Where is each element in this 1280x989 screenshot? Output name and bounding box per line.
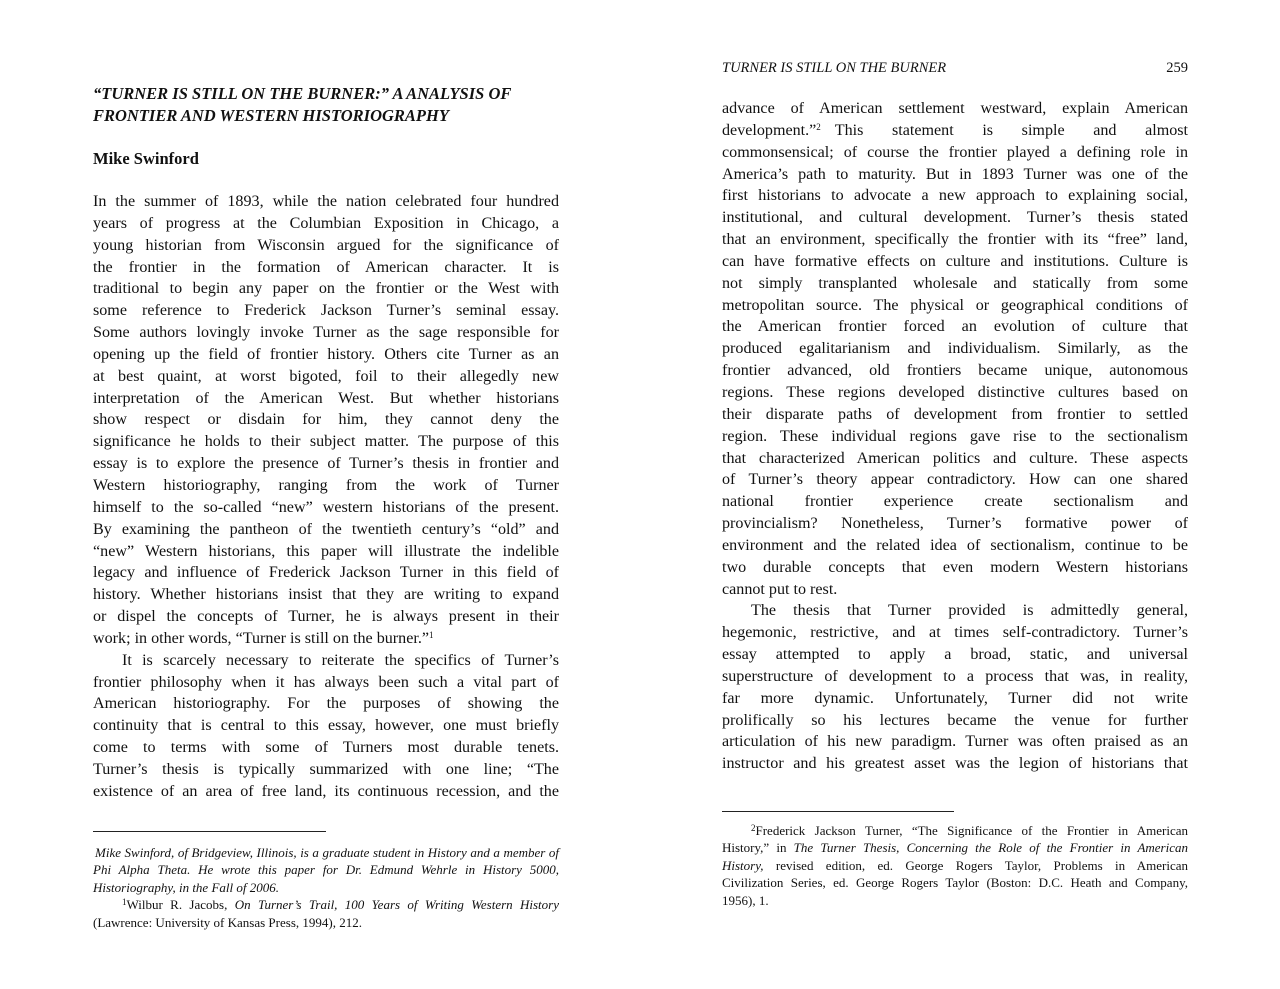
footnote-ref: 1 <box>429 629 434 640</box>
bio-line: Phi Alpha Theta. He wrote this paper for Dr. Edmund Wehrle in History 5000, <box>93 862 559 878</box>
body-line: essay attempted to apply a broad, static, and universal <box>722 646 1188 664</box>
body-line: first historians to advocate a new approach to explaining social, <box>722 187 1188 205</box>
title-line: FRONTIER AND WESTERN HISTORIOGRAPHY <box>93 106 449 125</box>
footnote-mark: 2 <box>751 823 756 833</box>
body-line: continuity that is central to this essay, however, one must briefly <box>93 717 559 735</box>
footnote-line: Civilization Series, ed. George Rogers Taylor (Boston: D.C. Heath and Company, <box>722 875 1188 891</box>
body-line: It is scarcely necessary to reiterate the specifics of Turner’s <box>122 651 559 669</box>
footnote-1 <box>93 896 559 913</box>
footnote-text: Frederick Jackson Turner, “The Significance of the Frontier in American <box>755 823 1188 838</box>
body-line: that an environment, specifically the frontier with its “free” land, <box>722 231 1188 249</box>
author-bio-note <box>93 844 559 896</box>
bio-line: Historiography, in the Fall of 2006. <box>93 879 279 895</box>
body-line: Some authors lovingly invoke Turner as the sage responsible for <box>93 324 559 342</box>
body-line: the frontier in the formation of American character. It is <box>93 258 559 276</box>
footnote-line <box>722 857 1188 874</box>
bio-line: Mike Swinford, of Bridgeview, Illinois, is a graduate student in History and a member of <box>95 845 559 860</box>
body-line: not simply transplanted wholesale and statically from some <box>722 274 1188 292</box>
body-line: significance he holds to their subject matter. The purpose of this <box>93 433 559 451</box>
body-line: himself to the so-called “new” western historians of the present. <box>93 498 559 516</box>
body-line: work; in other words, “Turner is still on the burner.” <box>93 629 429 647</box>
body-line: In the summer of 1893, while the nation celebrated four hundred <box>93 193 559 210</box>
body-line: region. These individual regions gave rise to the sectionalism <box>722 427 1188 445</box>
body-line: America’s path to maturity. But in 1893 Turner was one of the <box>722 165 1188 183</box>
body-line: By examining the pantheon of the twentieth century’s “old” and <box>93 520 559 538</box>
body-line: existence of an area of free land, its continuous recession, and the <box>93 782 559 800</box>
body-line: hegemonic, restrictive, and at times self-contradictory. Turner’s <box>722 624 1188 642</box>
body-line: come to terms with some of Turners most durable tenets. <box>93 739 559 757</box>
footnote-book-title: The Turner Thesis, Concerning the Role of the Frontier in American <box>793 840 1188 856</box>
footnote-line: 1956), 1. <box>722 892 769 908</box>
body-line: metropolitan source. The physical or geographical conditions of <box>722 296 1188 314</box>
right-footnotes <box>722 822 1188 909</box>
footnote-book-title: History, <box>722 857 764 873</box>
body-line: legacy and influence of Frederick Jackson Turner in this field of <box>93 564 559 582</box>
body-line: at best quaint, at worst bigoted, foil to their allegedly new <box>93 367 559 385</box>
footnote-ref: 2 <box>816 121 821 132</box>
body-line: of Turner’s theory appear contradictory. How can one shared <box>722 471 1188 489</box>
running-header <box>722 58 1188 78</box>
title-line: “TURNER IS STILL ON THE BURNER:” A ANALYSIS OF <box>93 84 512 103</box>
body-line: opening up the field of frontier history. Others cite Turner as an <box>93 345 559 363</box>
page-number: 259 <box>1166 60 1188 76</box>
body-line: superstructure of development to a process that was, in reality, <box>722 667 1188 685</box>
footnote-line: (Lawrence: University of Kansas Press, 1994), 212. <box>93 914 362 930</box>
body-line: institutional, and cultural development. Turner’s thesis stated <box>722 209 1188 227</box>
body-line: far more dynamic. Unfortunately, Turner did not write <box>722 689 1188 707</box>
footnote-divider <box>722 811 954 812</box>
left-footnotes <box>93 844 559 931</box>
body-line: prolifically so his lectures became the venue for further <box>722 711 1188 729</box>
article-title <box>93 83 559 127</box>
footnote-book-title: On Turner’s Trail, 100 Years of Writing Western History <box>234 897 559 913</box>
body-line: advance of American settlement westward, explain American <box>722 100 1188 117</box>
body-line-with-footnote <box>93 628 559 650</box>
footnote-mark: 1 <box>122 897 127 908</box>
body-line: development.” <box>722 121 817 139</box>
footnote-2 <box>722 822 1188 839</box>
left-body-text <box>93 191 559 803</box>
body-line: national frontier experience create sectionalism and <box>722 493 1188 511</box>
body-line: provincialism? Nonetheless, Turner’s formative power of <box>722 515 1188 533</box>
body-line: the American frontier forced an evolution of culture that <box>722 318 1188 336</box>
body-line: Turner’s thesis is typically summarized with one line; “The <box>93 760 559 778</box>
footnote-text: revised edition, ed. George Rogers Taylor, Problems in American <box>763 857 1188 873</box>
body-line: essay is to explore the presence of Turner’s thesis in frontier and <box>93 455 559 473</box>
body-line: instructor and his greatest asset was the legion of historians that <box>722 755 1188 773</box>
body-line: This statement is simple and almost <box>834 121 1188 139</box>
body-line: regions. These regions developed distinctive cultures based on <box>722 383 1188 401</box>
body-line: articulation of his new paradigm. Turner was often praised as an <box>722 733 1188 751</box>
body-line: produced egalitarianism and individualism. Similarly, as the <box>722 340 1188 358</box>
body-line: young historian from Wisconsin argued for the significance of <box>93 236 559 254</box>
body-line: cannot put to rest. <box>722 580 838 598</box>
footnote-text: History,” in <box>722 840 794 856</box>
body-line: or dispel the concepts of Turner, he is always present in their <box>93 608 559 626</box>
body-line-with-footnote <box>722 120 1188 142</box>
right-page <box>640 0 1280 989</box>
footnote-divider <box>93 831 326 832</box>
body-line: The thesis that Turner provided is admittedly general, <box>751 602 1188 620</box>
body-line: can have formative effects on culture and institutions. Culture is <box>722 252 1188 270</box>
body-line: two durable concepts that even modern Western historians <box>722 558 1188 576</box>
body-line: interpretation of the American West. But whether historians <box>93 389 559 407</box>
body-line: environment and the related idea of sectionalism, continue to be <box>722 536 1188 554</box>
body-line: that characterized American politics and culture. These aspects <box>722 449 1188 467</box>
footnote-line <box>722 839 1188 856</box>
footnote-author: Wilbur R. Jacobs, <box>126 897 235 913</box>
body-line: traditional to begin any paper on the frontier or the West with <box>93 280 559 298</box>
body-line: years of progress at the Columbian Exposition in Chicago, a <box>93 214 559 232</box>
body-line: Western historiography, ranging from the work of Turner <box>93 476 559 494</box>
body-line: commonsensical; of course the frontier played a defining role in <box>722 143 1188 161</box>
body-line: their disparate paths of development from frontier to settled <box>722 405 1188 423</box>
body-line: history. Whether historians insist that they are writing to expand <box>93 586 559 604</box>
right-body-text <box>722 98 1188 775</box>
body-line: frontier philosophy when it has always been such a vital part of <box>93 673 559 691</box>
body-line: show respect or disdain for him, they cannot deny the <box>93 411 559 429</box>
body-line: American historiography. For the purposes of showing the <box>93 695 559 713</box>
body-line: frontier advanced, old frontiers became unique, autonomous <box>722 362 1188 380</box>
body-line: “new” Western historians, this paper will illustrate the indelible <box>93 542 559 560</box>
body-line: some reference to Frederick Jackson Turner’s seminal essay. <box>93 302 559 320</box>
author-name: Mike Swinford <box>93 149 199 168</box>
running-title: TURNER IS STILL ON THE BURNER <box>722 60 947 76</box>
